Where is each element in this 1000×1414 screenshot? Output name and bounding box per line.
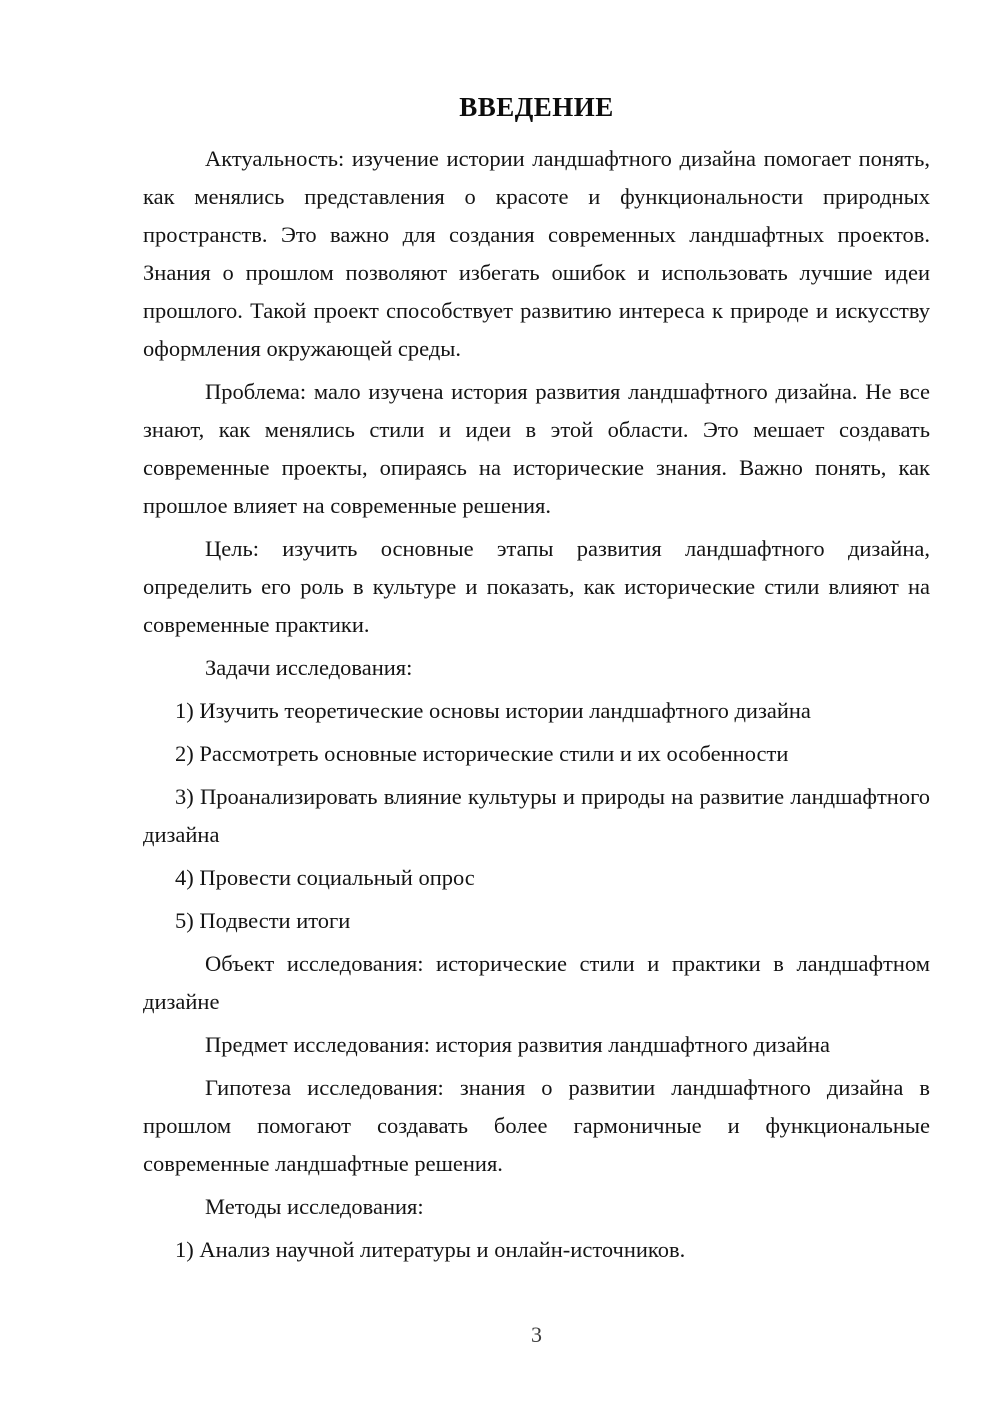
text-block <box>143 90 930 1269</box>
list-item: 3) Проанализировать влияние культуры и природы на развитие ландшафтного дизайна <box>143 784 930 847</box>
paragraph: Объект исследования: исторические стили и практики в ландшафтном дизайне <box>143 951 930 1014</box>
page-number: 3 <box>531 1322 542 1347</box>
paragraph: Гипотеза исследования: знания о развитии ландшафтного дизайна в прошлом помогают создавать более гармоничные и функциональные современные ландшафтные решения. <box>143 1075 930 1176</box>
paragraph: Методы исследования: <box>205 1194 424 1219</box>
list-item: 1) Изучить теоретические основы истории ландшафтного дизайна <box>175 698 811 723</box>
list-item: 2) Рассмотреть основные исторические стили и их особенности <box>175 741 789 766</box>
list-item: 5) Подвести итоги <box>175 908 351 933</box>
document-body <box>143 140 930 1269</box>
paragraph: Цель: изучить основные этапы развития ландшафтного дизайна, определить его роль в культуре и показать, как исторические стили влияют на современные практики. <box>143 536 930 637</box>
list-item: 4) Провести социальный опрос <box>175 865 475 890</box>
paragraph: Актуальность: изучение истории ландшафтного дизайна помогает понять, как менялись представления о красоте и функциональности природных пространств. Это важно для создания современных ландшафтных проектов. Знания о прошлом позволяют избегать ошибок и использовать лучшие идеи прошлого. Такой проект способствует развитию интереса к природе и искусству оформления окружающей среды. <box>143 146 930 361</box>
paragraph: Проблема: мало изучена история развития ландшафтного дизайна. Не все знают, как менялись стили и идеи в этой области. Это мешает создавать современные проекты, опираясь на исторические знания. Важно понять, как прошлое влияет на современные решения. <box>143 379 930 518</box>
paragraph: Задачи исследования: <box>205 655 413 680</box>
list-item: 1) Анализ научной литературы и онлайн-источников. <box>175 1237 686 1262</box>
paragraph: Предмет исследования: история развития ландшафтного дизайна <box>205 1032 830 1057</box>
page-title: ВВЕДЕНИЕ <box>459 92 614 122</box>
